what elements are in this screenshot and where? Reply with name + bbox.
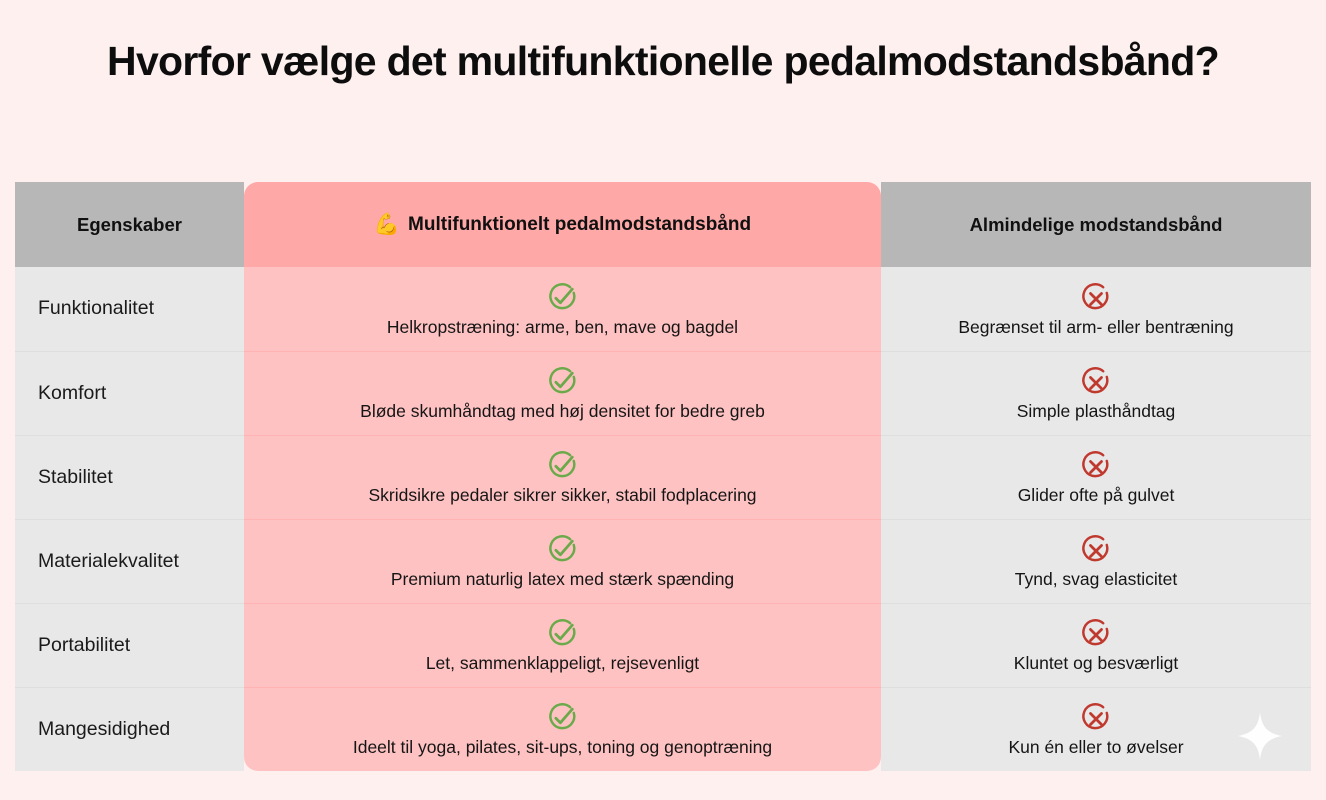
check-circle-icon bbox=[545, 449, 581, 485]
cross-circle-icon bbox=[1078, 449, 1114, 485]
feature-label: Materialekvalitet bbox=[38, 549, 179, 572]
table-row bbox=[15, 351, 1311, 435]
multifunctional-band-cell bbox=[244, 267, 881, 351]
feature-label: Komfort bbox=[38, 381, 107, 404]
ordinary-band-cell bbox=[881, 603, 1311, 687]
page-title: Hvorfor vælge det multifunktionelle pedalmodstandsbånd? bbox=[107, 38, 1219, 84]
ordinary-band-text: Begrænset til arm- eller bentræning bbox=[958, 316, 1234, 337]
ordinary-band-cell bbox=[881, 687, 1311, 771]
multifunctional-band-text: Helkropstræning: arme, ben, mave og bagdel bbox=[386, 316, 739, 337]
ordinary-band-text: Simple plasthåndtag bbox=[1016, 400, 1176, 421]
multifunctional-band-cell bbox=[244, 519, 881, 603]
comparison-table bbox=[15, 182, 1311, 771]
multifunctional-band-cell bbox=[244, 603, 881, 687]
ordinary-band-cell bbox=[881, 435, 1311, 519]
ordinary-band-cell bbox=[881, 519, 1311, 603]
ordinary-band-cell bbox=[881, 351, 1311, 435]
column-header-multifunctional-band bbox=[244, 182, 881, 267]
multifunctional-band-text: Bløde skumhåndtag med høj densitet for bedre greb bbox=[360, 400, 765, 421]
column-header-ordinary-bands-label: Almindelige modstandsbånd bbox=[969, 213, 1223, 235]
feature-cell bbox=[15, 519, 244, 603]
check-circle-icon bbox=[545, 365, 581, 401]
multifunctional-band-text: Let, sammenklappeligt, rejsevenligt bbox=[425, 652, 700, 673]
column-header-features-label: Egenskaber bbox=[77, 213, 182, 235]
table-row bbox=[15, 519, 1311, 603]
feature-label: Funktionalitet bbox=[38, 297, 154, 320]
table-row bbox=[15, 687, 1311, 771]
cross-circle-icon bbox=[1078, 701, 1114, 737]
comparison-table-container bbox=[15, 182, 1311, 770]
feature-cell bbox=[15, 435, 244, 519]
table-row bbox=[15, 435, 1311, 519]
feature-cell bbox=[15, 351, 244, 435]
cross-circle-icon bbox=[1078, 365, 1114, 401]
ordinary-band-text: Kluntet og besværligt bbox=[1013, 652, 1179, 673]
feature-cell bbox=[15, 687, 244, 771]
multifunctional-band-cell bbox=[244, 351, 881, 435]
table-header-row bbox=[15, 182, 1311, 267]
check-circle-icon bbox=[545, 701, 581, 737]
table-row bbox=[15, 603, 1311, 687]
multifunctional-band-cell bbox=[244, 687, 881, 771]
table-row bbox=[15, 267, 1311, 351]
feature-label: Stabilitet bbox=[38, 465, 113, 488]
column-header-multifunctional-band-label: Multifunktionelt pedalmodstandsbånd bbox=[408, 213, 752, 235]
ordinary-band-text: Kun én eller to øvelser bbox=[1008, 737, 1184, 758]
multifunctional-band-text: Ideelt til yoga, pilates, sit-ups, toning og genoptræning bbox=[352, 737, 773, 758]
ordinary-band-text: Glider ofte på gulvet bbox=[1017, 484, 1175, 505]
column-header-features bbox=[15, 182, 244, 267]
feature-cell bbox=[15, 603, 244, 687]
cross-circle-icon bbox=[1078, 617, 1114, 653]
flexed-biceps-icon: 💪 bbox=[373, 213, 401, 236]
feature-label: Portabilitet bbox=[38, 633, 131, 656]
check-circle-icon bbox=[545, 533, 581, 569]
column-header-ordinary-bands bbox=[881, 182, 1311, 267]
check-circle-icon bbox=[545, 281, 581, 317]
check-circle-icon bbox=[545, 617, 581, 653]
cross-circle-icon bbox=[1078, 281, 1114, 317]
multifunctional-band-cell bbox=[244, 435, 881, 519]
multifunctional-band-text: Premium naturlig latex med stærk spænding bbox=[390, 568, 735, 589]
multifunctional-band-text: Skridsikre pedaler sikrer sikker, stabil fodplacering bbox=[368, 484, 757, 505]
cross-circle-icon bbox=[1078, 533, 1114, 569]
ordinary-band-text: Tynd, svag elasticitet bbox=[1014, 568, 1178, 589]
ordinary-band-cell bbox=[881, 267, 1311, 351]
feature-cell bbox=[15, 267, 244, 351]
feature-label: Mangesidighed bbox=[38, 717, 171, 740]
